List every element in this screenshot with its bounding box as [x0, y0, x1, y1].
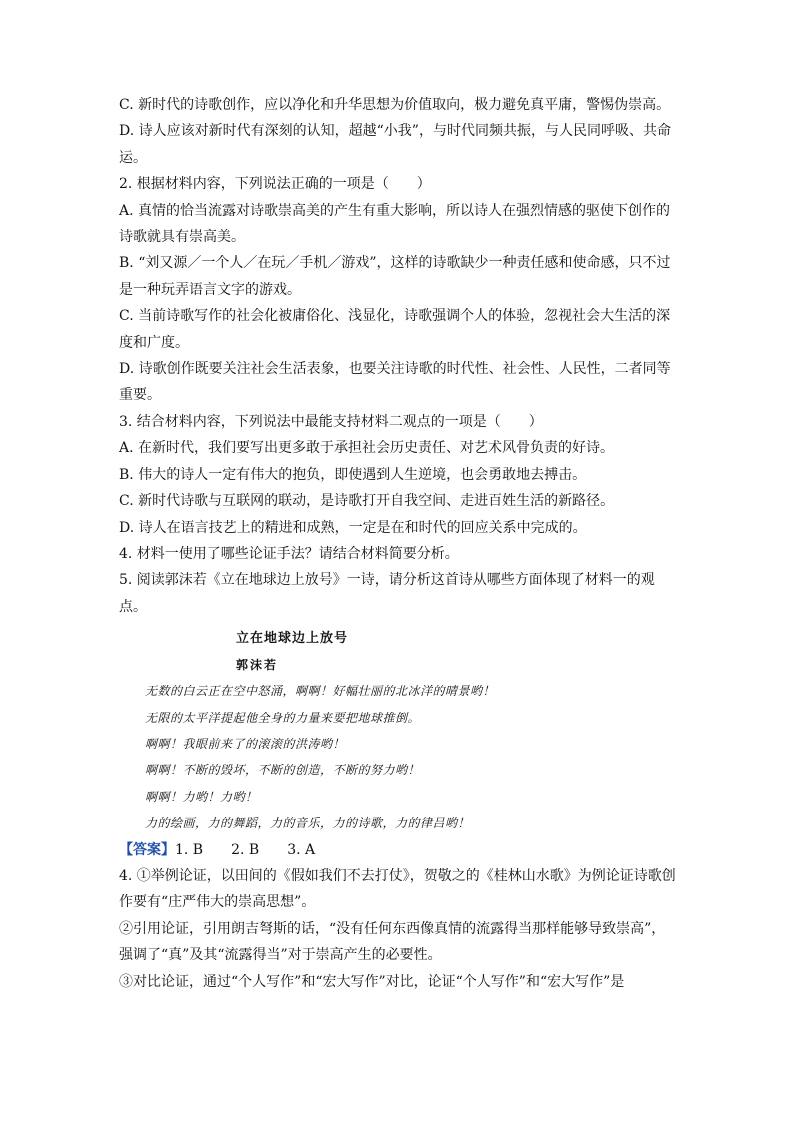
poem-line: 啊啊！我眼前来了的滚滚的洪涛哟！ [145, 736, 346, 751]
option-d-q1: D. 诗人应该对新时代有深刻的认知，超越“小我”，与时代同频共振，与人民同呼吸、共命运。 [119, 123, 671, 166]
option-c-q3: C. 新时代诗歌与互联网的联动，是诗歌打开自我空间、走进百姓生活的新路径。 [119, 493, 615, 510]
poem-title: 立在地球边上放号 [236, 631, 349, 647]
poem-line: 啊啊！力哟！力哟！ [145, 789, 258, 804]
option-b-q3: B. 伟大的诗人一定有伟大的抱负，即使遇到人生逆境，也会勇敢地去搏击。 [119, 466, 587, 483]
question-4: 4. 材料一使用了哪些论证手法？请结合材料简要分析。 [119, 545, 459, 562]
answer-4-point-1: 4. ①举例论证，以田间的《假如我们不去打仗》，贺敬之的《桂林山水歌》为例论证诗歌创作要有“庄严伟大的崇高思想”。 [119, 867, 676, 911]
question-3: 3. 结合材料内容，下列说法中最能支持材料二观点的一项是（ ） [119, 413, 543, 430]
option-c-q2: C. 当前诗歌写作的社会化被庸俗化、浅显化，诗歌强调个人的体验，忽视社会大生活的深度和广度。 [119, 308, 671, 351]
poem-line: 力的绘画，力的舞蹈，力的音乐，力的诗歌，力的律吕哟！ [145, 816, 471, 831]
option-b-q2: B. “刘又源／一个人／在玩／手机／游戏”，这样的诗歌缺少一种责任感和使命感，只不过是一种玩弄语言文字的游戏。 [119, 255, 671, 298]
question-5: 5. 阅读郭沫若《立在地球边上放号》一诗，请分析这首诗从哪些方面体现了材料一的观点。 [119, 572, 655, 615]
poem-line: 无数的白云正在空中怒涌，啊啊！好幅壮丽的北冰洋的晴景哟！ [145, 684, 496, 699]
answer-4-point-3: ③对比论证，通过“个人写作”和“宏大写作”对比，论证“个人写作”和“宏大写作”是 [119, 973, 625, 990]
question-2: 2. 根据材料内容，下列说法正确的一项是（ ） [119, 176, 431, 193]
answer-line [119, 837, 679, 863]
poem-block [119, 626, 679, 836]
poem-line: 啊啊！不断的毁坏，不断的创造，不断的努力哟！ [145, 763, 421, 778]
document-body [119, 92, 679, 995]
poem-line: 无限的太平洋提起他全身的力量来要把地球推倒。 [145, 710, 421, 725]
option-a-q2: A. 真情的恰当流露对诗歌崇高美的产生有重大影响，所以诗人在强烈情感的驱使下创作的诗歌就具有崇高美。 [119, 202, 671, 246]
option-c-q1: C. 新时代的诗歌创作，应以净化和升华思想为价值取向，极力避免真平庸，警惕伪崇高。 [119, 97, 671, 113]
option-d-q3: D. 诗人在语言技艺上的精进和成熟，一定是在和时代的回应关系中完成的。 [119, 519, 587, 536]
option-a-q3: A. 在新时代，我们要写出更多敢于承担社会历史责任、对艺术风骨负责的好诗。 [119, 440, 615, 457]
answer-values: 1. B 2. B 3. A [175, 841, 316, 858]
answer-tag: 【答案】 [119, 841, 175, 858]
poem-author: 郭沫若 [236, 658, 279, 673]
answer-4-point-2: ②引用论证，引用朗吉弩斯的话，“没有任何东西像真情的流露得当那样能够导致崇高”，强调了“真”及其“流露得当”对于崇高产生的必要性。 [119, 920, 666, 964]
option-d-q2: D. 诗歌创作既要关注社会生活表象，也要关注诗歌的时代性、社会性、人民性，二者同等重要。 [119, 361, 671, 404]
